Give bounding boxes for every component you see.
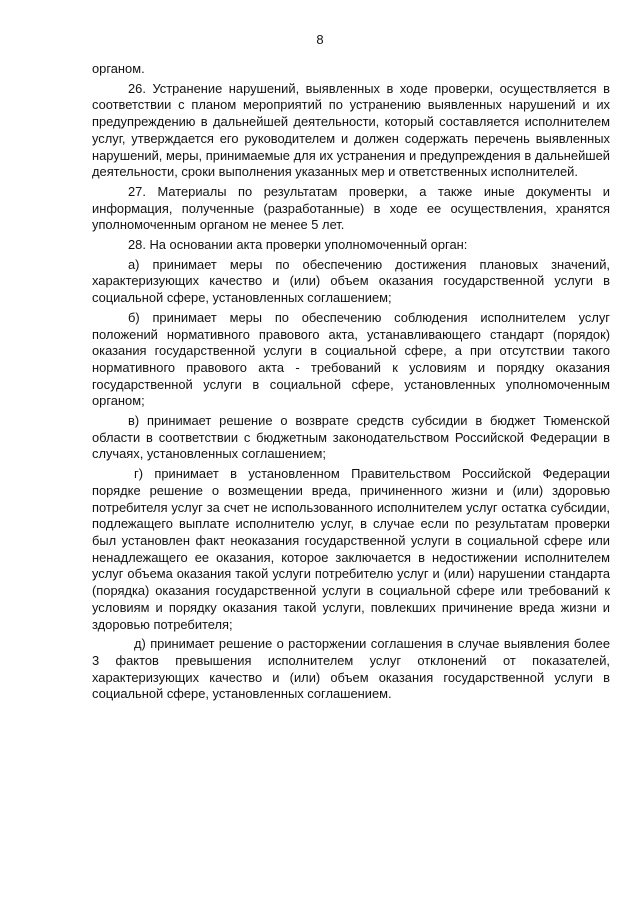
paragraph-28: 28. На основании акта проверки уполномоченный орган: bbox=[128, 237, 468, 253]
subparagraph-a: а) принимает меры по обеспечению достижения плановых значений, характеризующих качество и (или) объем оказания государственной услуги в социальной сфере, установленных соглашением; bbox=[92, 256, 610, 306]
document-body bbox=[92, 61, 610, 706]
paragraph-26: 26. Устранение нарушений, выявленных в ходе проверки, осуществляется в соответствии с планом мероприятий по устранению выявленных нарушений и их предупреждению в дальнейшей деятельности, который составляется исполнителем услуг, утверждается его руководителем и должен содержать перечень выявленных нарушений, меры, принимаемые для их устранения и предупреждения в дальнейшей деятельности, сроки выполнения указанных мер и ответственных исполнителей. bbox=[92, 80, 610, 180]
paragraph-continuation: органом. bbox=[92, 61, 145, 76]
subparagraph-b: б) принимает меры по обеспечению соблюдения исполнителем услуг положений нормативного правового акта, устанавливающего стандарт (порядок) оказания государственной услуги в социальной сфере, а при отсутствии такого нормативного правового акта - требований к условиям и порядку оказания государственной услуги в социальной сфере, установленных уполномоченным органом; bbox=[92, 309, 610, 409]
subparagraph-d: д) принимает решение о расторжении соглашения в случае выявления более 3 фактов превышения исполнителем услуг отклонений от показателей, характеризующих качество и (или) объем оказания государственной услуги в социальной сфере, установленных соглашением. bbox=[92, 636, 610, 702]
subparagraph-g: г) принимает в установленном Правительством Российской Федерации порядке решение о возмещении вреда, причиненного жизни и (или) здоровью потребителя услуг за счет не использованного исполнителем услуг остатка субсидии, подлежащего выплате исполнителю услуг, в случае если по результатам проверки был установлен факт неоказания государственной услуги в социальной сфере или ненадлежащего ее оказания, которое заключается в недостижении исполнителем услуг объема оказания такой услуги потребителю услуг и (или) нарушении стандарта (порядка) оказания государственной услуги в социальной сфере или требований к условиям и порядку оказания такой услуги, повлекших причинение вреда жизни и здоровью потребителя; bbox=[92, 466, 610, 632]
page-number: 8 bbox=[316, 32, 324, 47]
subparagraph-v: в) принимает решение о возврате средств субсидии в бюджет Тюменской области в соответствии с бюджетным законодательством Российской Федерации в случаях, установленных соглашением; bbox=[92, 413, 610, 462]
paragraph-27: 27. Материалы по результатам проверки, а также иные документы и информация, полученные (разработанные) в ходе ее осуществления, хранятся уполномоченным органом не менее 5 лет. bbox=[92, 183, 610, 233]
